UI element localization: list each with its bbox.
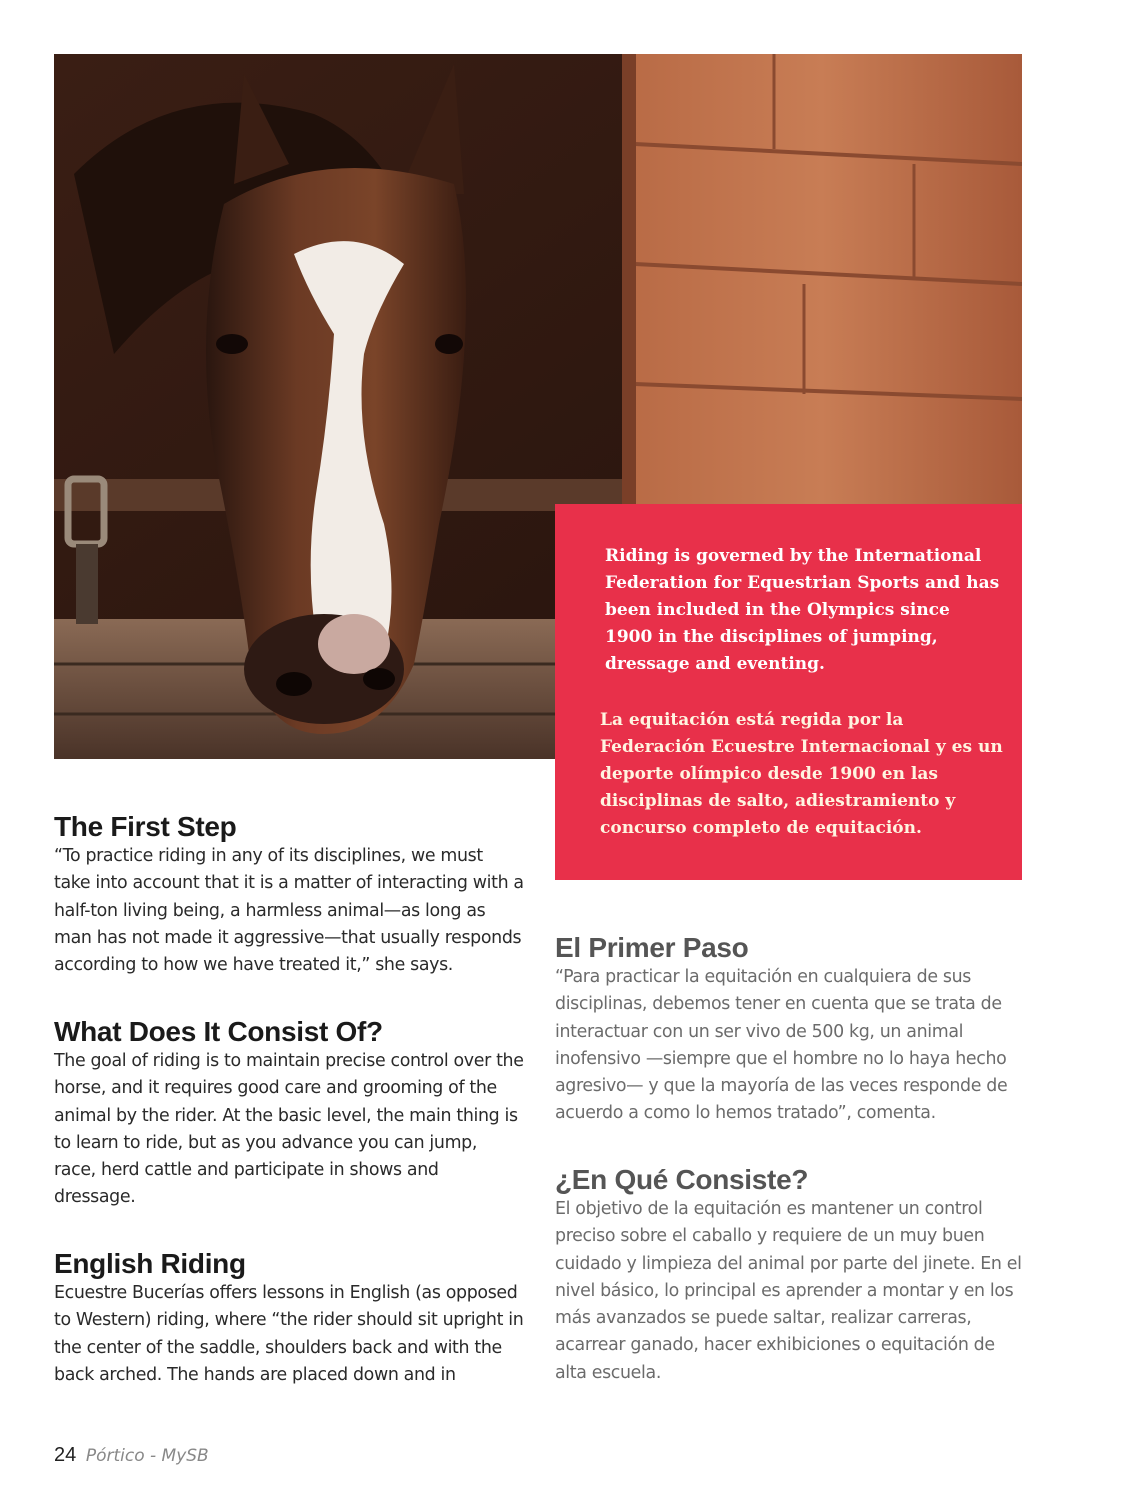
section-what-does-it-consist [54,1016,524,1212]
section-first-step [54,811,524,979]
heading-en-que-consiste: ¿En Qué Consiste? [555,1164,809,1195]
heading-what-does-it-consist: What Does It Consist Of? [54,1016,383,1047]
body-en-que-consiste: El objetivo de la equitación es mantener un control preciso sobre el caballo y requiere de un muy buen cuidado y limpieza del animal por parte del jinete. En el nivel básico, lo principal es aprender a montar y en los más avanzados se puede saltar, realizar carreras, acarrear ganado, hacer exhibiciones o equitación de alta escuela. [555,1199,1022,1383]
heading-english-riding: English Riding [54,1248,246,1279]
section-en-que-consiste [555,1164,1025,1387]
page-number: 24 [54,1444,77,1466]
page-footer [54,1443,209,1468]
body-el-primer-paso: “Para practicar la equitación en cualquiera de sus disciplinas, debemos tener en cuenta que se trata de interactuar con un ser vivo de 500 kg, un animal inofensivo —siempre que el hombre no lo haya hecho agresivo— y que la mayoría de las veces responde de acuerdo a como lo hemos tratado”, comenta. [555,967,1008,1124]
body-what-does-it-consist: The goal of riding is to maintain precise control over the horse, and it requires good care and grooming of the animal by the rider. At the basic level, the main thing is to learn to ride, but as you advance you can jump, race, herd cattle and participate in shows and dressage. [54,1051,524,1208]
heading-el-primer-paso: El Primer Paso [555,932,749,963]
callout-spanish: La equitación está regida por la Federación Ecuestre Internacional y es un deporte olímpico desde 1900 en las disciplinas de salto, adiestramiento y concurso completo de equitación. [600,710,1003,838]
section-el-primer-paso [555,932,1025,1128]
body-english-riding: Ecuestre Bucerías offers lessons in English (as opposed to Western) riding, where “the rider should sit upright in the center of the saddle, shoulders back and with the back arched. The hands are placed down and in [54,1283,524,1385]
magazine-name: Pórtico - MySB [85,1446,209,1466]
heading-first-step: The First Step [54,811,237,842]
section-english-riding [54,1248,524,1389]
highlight-callout [555,504,1022,880]
callout-english: Riding is governed by the International Federation for Equestrian Sports and has been included in the Olympics since 1900 in the disciplines of jumping, dressage and eventing. [605,546,1000,674]
body-first-step: “To practice riding in any of its disciplines, we must take into account that it is a matter of interacting with a half-ton living being, a harmless animal—as long as man has not made it aggressive—that usually responds according to how we have treated it,” she says. [54,846,524,976]
